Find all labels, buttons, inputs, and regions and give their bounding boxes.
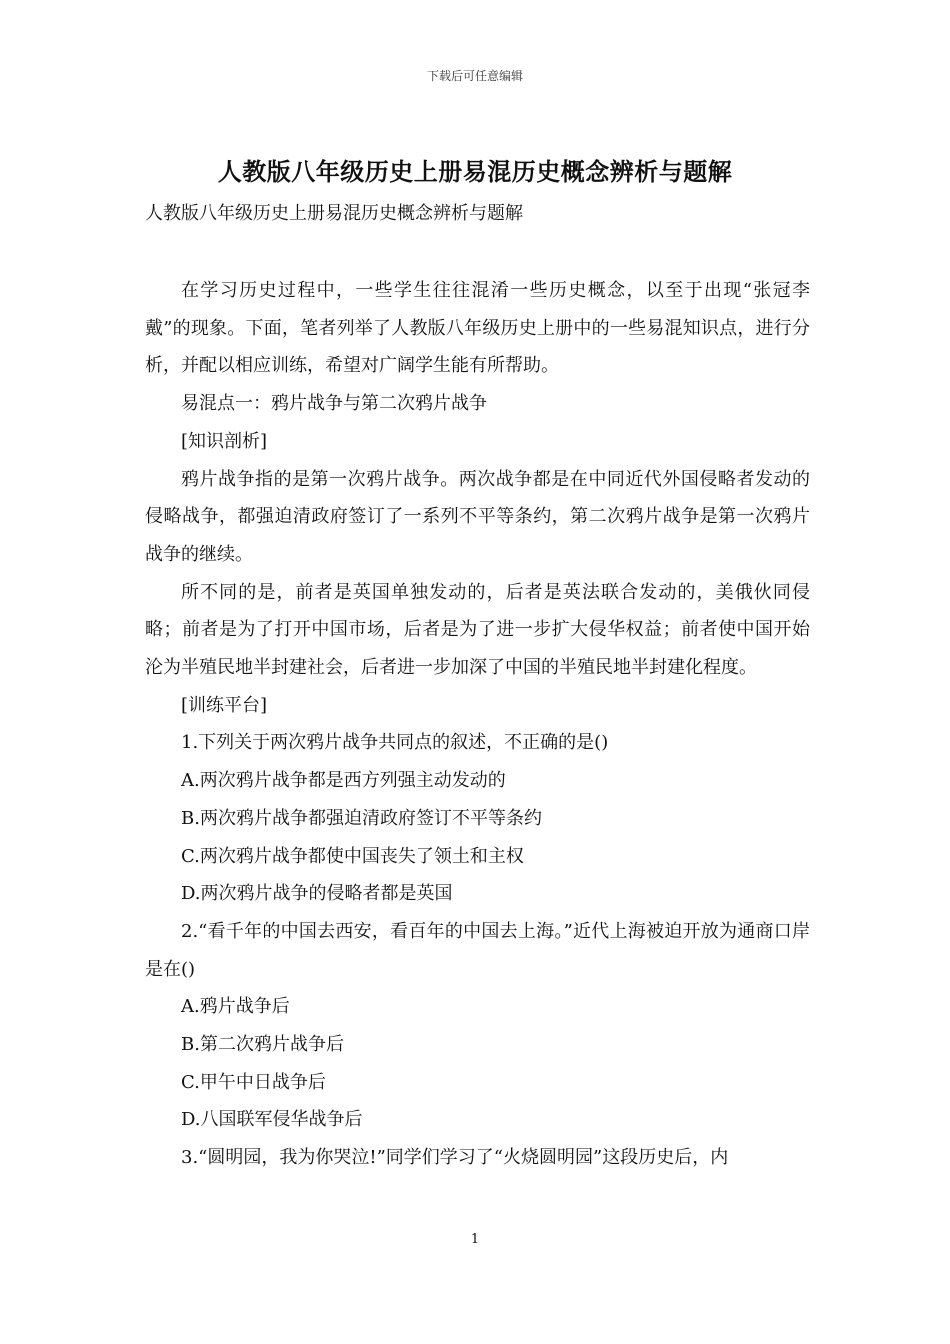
paragraph-intro: 在学习历史过程中，一些学生往往混淆一些历史概念，以至于出现“张冠李戴”的现象。下面，笔者列举了人教版八年级历史上册中的一些易混知识点，进行分析，并配以相应训练，希望对广阔学生能有所帮助。 bbox=[145, 280, 810, 377]
document-subtitle: 人教版八年级历史上册易混历史概念辨析与题解 bbox=[145, 203, 523, 224]
question-2: 2.“看千年的中国去西安，看百年的中国去上海。”近代上海被迫开放为通商口岸是在() bbox=[145, 920, 810, 980]
question-1-option-c: C.两次鸦片战争都使中国丧失了领土和主权 bbox=[181, 845, 524, 867]
document-body bbox=[145, 272, 810, 1177]
page-header-note: 下载后可任意编辑 bbox=[426, 69, 523, 83]
question-2-option-c: C.甲午中日战争后 bbox=[181, 1071, 326, 1093]
paragraph-analysis: 鸦片战争指的是第一次鸦片战争。两次战争都是在中同近代外国侵略者发动的侵略战争，都强迫清政府签订了一系列不平等条约，第二次鸦片战争是第一次鸦片战争的继续。 bbox=[145, 468, 810, 565]
question-2-option-b: B.第二次鸦片战争后 bbox=[181, 1034, 344, 1056]
question-2-option-d: D.八国联军侵华战争后 bbox=[181, 1109, 363, 1131]
paragraph-differences: 所不同的是，前者是英国单独发动的，后者是英法联合发动的，美俄伙同侵略；前者是为了打开中国市场，后者是为了进一步扩大侵华权益；前者使中国开始沦为半殖民地半封建社会，后者进一步加深了中国的半殖民地半封建化程度。 bbox=[145, 581, 810, 679]
question-1-option-a: A.两次鸦片战争都是西方列强主动发动的 bbox=[181, 770, 506, 792]
question-2-option-a: A.鸦片战争后 bbox=[181, 996, 290, 1018]
question-3: 3.“圆明园，我为你哭泣!”同学们学习了“火烧圆明园”这段历史后，内 bbox=[181, 1147, 729, 1169]
question-1: 1.下列关于两次鸦片战争共同点的叙述，不正确的是() bbox=[181, 732, 609, 754]
question-1-option-d: D.两次鸦片战争的侵略者都是英国 bbox=[181, 883, 453, 905]
subsection-label: [知识剖析] bbox=[181, 430, 268, 452]
document-title: 人教版八年级历史上册易混历史概念辨析与题解 bbox=[217, 157, 733, 186]
section-heading: 易混点一：鸦片战争与第二次鸦片战争 bbox=[181, 393, 487, 415]
page-number: 1 bbox=[470, 1232, 480, 1247]
question-1-option-b: B.两次鸦片战争都强迫清政府签订不平等条约 bbox=[181, 807, 542, 829]
subsection-label: [训练平台] bbox=[181, 694, 268, 716]
